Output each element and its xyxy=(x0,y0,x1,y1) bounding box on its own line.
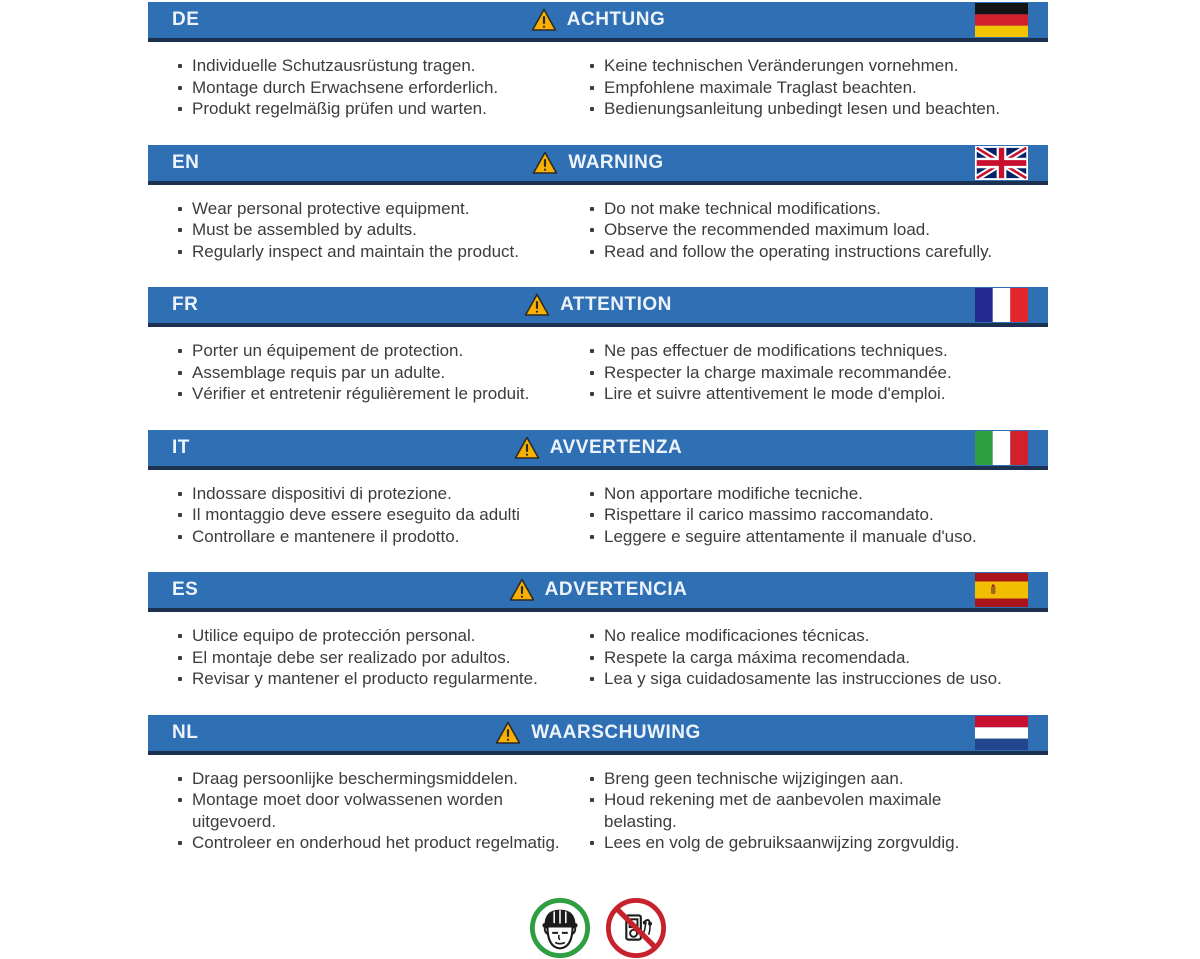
bullet-item xyxy=(178,768,590,790)
bullet-dot xyxy=(590,207,594,211)
bullet-item xyxy=(590,241,1002,263)
bullet-dot xyxy=(590,64,594,68)
bullet-item xyxy=(178,504,590,526)
language-section xyxy=(148,715,1048,879)
warning-sheet xyxy=(148,2,1048,959)
bullet-dot xyxy=(178,841,182,845)
bullet-dot xyxy=(178,107,182,111)
instruction-text: Regularly inspect and maintain the product. xyxy=(192,241,519,261)
bullet-item xyxy=(178,219,590,241)
bullet-dot xyxy=(590,841,594,845)
instructions-left-column xyxy=(178,483,590,548)
instruction-text: Empfohlene maximale Traglast beachten. xyxy=(604,77,917,97)
bullet-dot xyxy=(590,107,594,111)
instructions-left-column xyxy=(178,340,590,405)
instruction-text: Observe the recommended maximum load. xyxy=(604,220,930,239)
warning-triangle-icon xyxy=(509,578,535,602)
bullet-dot xyxy=(178,777,182,781)
language-section xyxy=(148,572,1048,715)
instruction-text: Ne pas effectuer de modifications techniques. xyxy=(604,341,948,360)
bullet-item xyxy=(178,362,590,384)
instruction-text: Produkt regelmäßig prüfen und warten. xyxy=(192,99,487,118)
bullet-dot xyxy=(178,798,182,802)
instructions-right-column xyxy=(590,198,1002,263)
instruction-text: Revisar y mantener el producto regularmente. xyxy=(192,669,538,688)
bullet-item xyxy=(178,625,590,647)
bullet-item xyxy=(590,340,1002,362)
language-code: FR xyxy=(172,294,199,315)
instruction-text: No realice modificaciones técnicas. xyxy=(604,626,870,645)
bullet-item xyxy=(590,77,1002,99)
instruction-text: El montaje debe ser realizado por adultos. xyxy=(192,647,511,667)
uk-flag-icon xyxy=(975,146,1028,180)
bullet-dot xyxy=(178,492,182,496)
bullet-item xyxy=(590,219,1002,241)
section-header-bar xyxy=(148,572,1048,612)
bullet-dot xyxy=(590,677,594,681)
warning-triangle-icon xyxy=(531,8,557,32)
instruction-text: Do not make technical modifications. xyxy=(604,198,881,218)
bullet-dot xyxy=(178,207,182,211)
bullet-dot xyxy=(178,656,182,660)
bullet-item xyxy=(178,647,590,669)
bullet-item xyxy=(590,647,1002,669)
bullet-item xyxy=(178,526,590,548)
warning-heading xyxy=(524,293,672,317)
bullet-dot xyxy=(178,677,182,681)
bullet-dot xyxy=(590,228,594,232)
instruction-text: Leggere e seguire attentamente il manuale d'uso. xyxy=(604,526,977,546)
warning-title: AVVERTENZA xyxy=(549,436,683,458)
warning-triangle-icon xyxy=(524,293,550,317)
language-code: DE xyxy=(172,9,200,30)
bullet-dot xyxy=(590,250,594,254)
instruction-text: Utilice equipo de protección personal. xyxy=(192,626,476,645)
bullet-item xyxy=(590,768,1002,790)
instructions-right-column xyxy=(590,625,1002,690)
section-header-bar xyxy=(148,145,1048,185)
warning-title: WARNING xyxy=(568,151,664,173)
instruction-text: Controleer en onderhoud het product regelmatig. xyxy=(192,833,560,852)
language-code: ES xyxy=(172,579,199,600)
bullet-item xyxy=(590,668,1002,690)
instruction-columns xyxy=(148,470,1048,573)
bullet-item xyxy=(590,362,1002,384)
warning-heading xyxy=(495,721,701,745)
instruction-text: Assemblage requis par un adulte. xyxy=(192,362,446,382)
france-flag-icon xyxy=(975,288,1028,322)
warning-title: ACHTUNG xyxy=(566,9,666,30)
instructions-right-column xyxy=(590,768,1002,854)
section-header-bar xyxy=(148,430,1048,470)
instruction-text: Respecter la charge maximale recommandée. xyxy=(604,362,952,382)
instruction-text: Controllare e mantenere il prodotto. xyxy=(192,526,460,546)
germany-flag-icon xyxy=(975,3,1028,37)
safety-pictograms xyxy=(148,897,1048,959)
bullet-dot xyxy=(590,535,594,539)
bullet-item xyxy=(178,77,590,99)
bullet-dot xyxy=(590,777,594,781)
bullet-item xyxy=(178,483,590,505)
warning-heading xyxy=(531,8,666,32)
language-code: IT xyxy=(172,436,190,458)
instruction-text: Must be assembled by adults. xyxy=(192,220,417,239)
instruction-text: Bedienungsanleitung unbedingt lesen und beachten. xyxy=(604,99,1001,118)
bullet-dot xyxy=(590,492,594,496)
section-header-bar xyxy=(148,715,1048,755)
instructions-left-column xyxy=(178,55,590,120)
warning-triangle-icon xyxy=(532,151,558,175)
language-section xyxy=(148,430,1048,573)
bullet-item xyxy=(178,98,590,120)
bullet-item xyxy=(590,98,1002,120)
warning-heading xyxy=(509,578,688,602)
bullet-item xyxy=(590,625,1002,647)
sections-container xyxy=(148,2,1048,879)
instruction-text: Porter un équipement de protection. xyxy=(192,341,464,360)
warning-title: ADVERTENCIA xyxy=(544,579,688,600)
bullet-item xyxy=(590,55,1002,77)
bullet-item xyxy=(178,241,590,263)
warning-heading xyxy=(532,151,663,175)
bullet-dot xyxy=(590,86,594,90)
bullet-item xyxy=(178,789,590,832)
warning-triangle-icon xyxy=(514,436,540,460)
bullet-dot xyxy=(178,392,182,396)
instruction-text: Non apportare modifiche tecniche. xyxy=(604,483,863,503)
warning-title: ATTENTION xyxy=(560,294,672,315)
bullet-item xyxy=(178,668,590,690)
bullet-dot xyxy=(590,513,594,517)
warning-heading xyxy=(514,436,682,460)
instruction-text: Lire et suivre attentivement le mode d'emploi. xyxy=(604,384,946,403)
language-section xyxy=(148,2,1048,145)
bullet-item xyxy=(178,383,590,405)
warning-title: WAARSCHUWING xyxy=(531,721,701,743)
instruction-text: Vérifier et entretenir régulièrement le produit. xyxy=(192,384,530,403)
bullet-dot xyxy=(178,64,182,68)
bullet-dot xyxy=(178,250,182,254)
spain-flag-icon xyxy=(975,573,1028,607)
bullet-dot xyxy=(590,798,594,802)
bullet-dot xyxy=(178,228,182,232)
italy-flag-icon xyxy=(975,431,1028,465)
instruction-text: Respete la carga máxima recomendada. xyxy=(604,647,911,667)
instructions-left-column xyxy=(178,768,590,854)
bullet-dot xyxy=(178,86,182,90)
bullet-item xyxy=(590,198,1002,220)
section-header-bar xyxy=(148,2,1048,42)
language-code: NL xyxy=(172,721,199,743)
instructions-right-column xyxy=(590,483,1002,548)
warning-triangle-icon xyxy=(495,721,521,745)
instructions-right-column xyxy=(590,340,1002,405)
instruction-text: Lees en volg de gebruiksaanwijzing zorgvuldig. xyxy=(604,833,960,852)
bullet-dot xyxy=(178,349,182,353)
instructions-right-column xyxy=(590,55,1002,120)
instruction-text: Draag persoonlijke beschermingsmiddelen. xyxy=(192,768,519,788)
bullet-item xyxy=(178,55,590,77)
instruction-text: Read and follow the operating instructions carefully. xyxy=(604,241,993,261)
bullet-item xyxy=(590,526,1002,548)
bullet-item xyxy=(590,504,1002,526)
language-section xyxy=(148,145,1048,288)
bullet-item xyxy=(178,832,590,854)
instruction-columns xyxy=(148,755,1048,879)
bullet-item xyxy=(178,198,590,220)
instruction-text: Il montaggio deve essere eseguito da adulti xyxy=(192,505,520,524)
no-media-player-prohibition-icon xyxy=(605,897,667,959)
instruction-text: Individuelle Schutzausrüstung tragen. xyxy=(192,56,476,75)
instruction-columns xyxy=(148,42,1048,145)
instruction-text: Lea y siga cuidadosamente las instrucciones de uso. xyxy=(604,669,1002,688)
language-section xyxy=(148,287,1048,430)
bullet-dot xyxy=(178,535,182,539)
instructions-left-column xyxy=(178,625,590,690)
instruction-text: Keine technischen Veränderungen vornehmen. xyxy=(604,56,959,75)
instruction-text: Rispettare il carico massimo raccomandato. xyxy=(604,505,934,524)
instruction-columns xyxy=(148,327,1048,430)
bullet-dot xyxy=(590,392,594,396)
netherlands-flag-icon xyxy=(975,716,1028,750)
bullet-dot xyxy=(178,371,182,375)
instructions-left-column xyxy=(178,198,590,263)
bullet-item xyxy=(590,789,1002,832)
bullet-dot xyxy=(590,349,594,353)
instruction-text: Indossare dispositivi di protezione. xyxy=(192,483,452,503)
instruction-text: Montage moet door volwassenen worden uitgevoerd. xyxy=(192,790,503,831)
bullet-dot xyxy=(178,634,182,638)
wear-helmet-mandatory-icon xyxy=(529,897,591,959)
instruction-columns xyxy=(148,612,1048,715)
instruction-columns xyxy=(148,185,1048,288)
bullet-dot xyxy=(590,634,594,638)
instruction-text: Houd rekening met de aanbevolen maximale belasting. xyxy=(604,790,942,831)
language-code: EN xyxy=(172,151,200,173)
bullet-dot xyxy=(590,656,594,660)
bullet-item xyxy=(590,483,1002,505)
instruction-text: Breng geen technische wijzigingen aan. xyxy=(604,768,904,788)
bullet-item xyxy=(590,832,1002,854)
bullet-item xyxy=(590,383,1002,405)
bullet-dot xyxy=(590,371,594,375)
instruction-text: Wear personal protective equipment. xyxy=(192,198,470,218)
bullet-item xyxy=(178,340,590,362)
bullet-dot xyxy=(178,513,182,517)
section-header-bar xyxy=(148,287,1048,327)
instruction-text: Montage durch Erwachsene erforderlich. xyxy=(192,77,499,97)
